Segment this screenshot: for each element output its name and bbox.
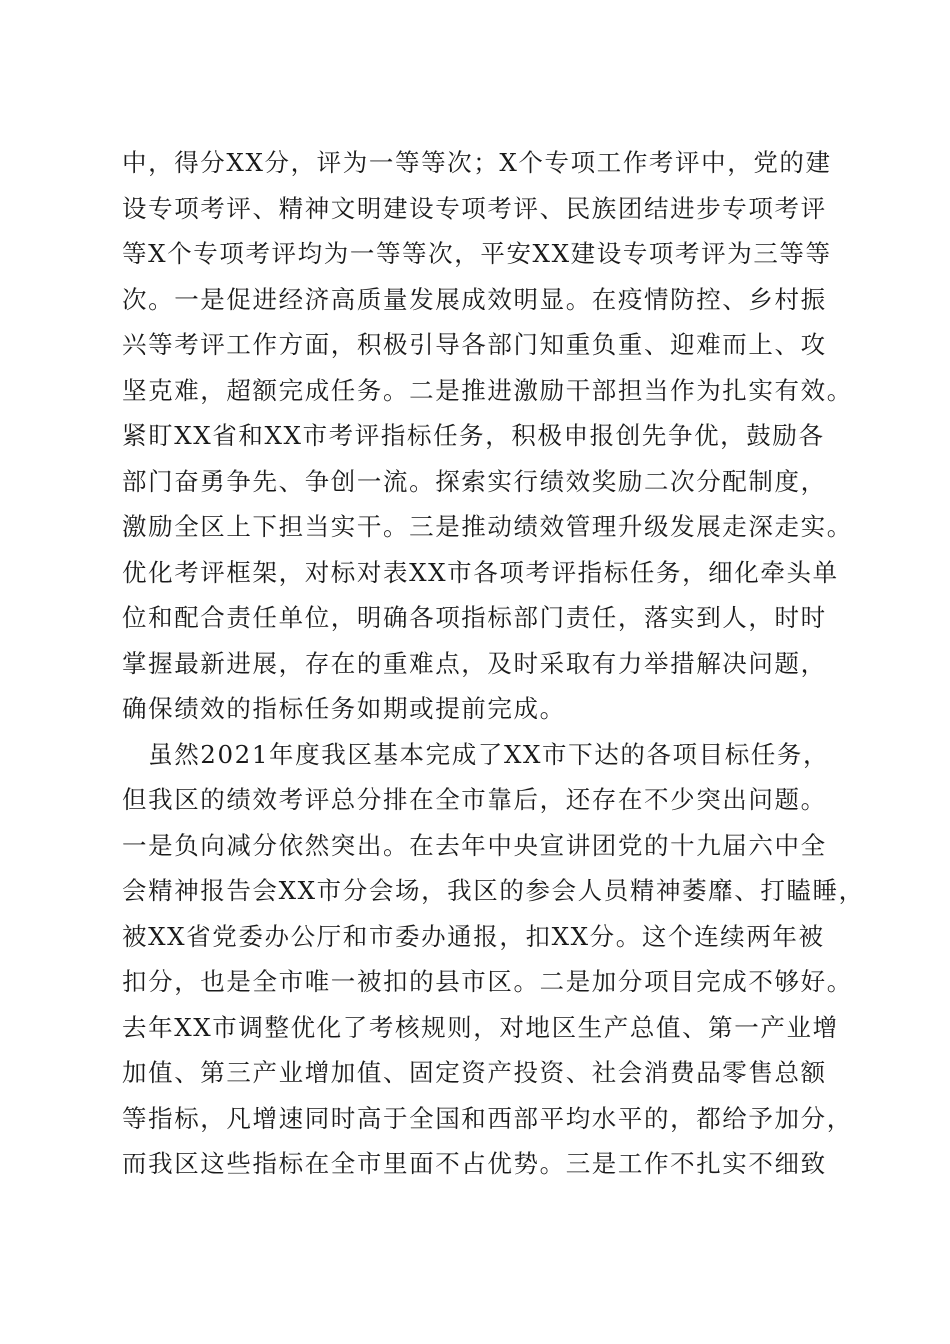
text-line: 次。一是促进经济高质量发展成效明显。在疫情防控、乡村振 (122, 284, 827, 314)
text-line: 位和配合责任单位，明确各项指标部门责任，落实到人，时时 (122, 603, 827, 632)
text-line: 等指标，凡增速同时高于全国和西部平均水平的，都给予加分， (122, 1103, 853, 1133)
text-line: 坚克难，超额完成任务。二是推进激励干部担当作为扎实有效。 (122, 375, 853, 405)
text-line: 确保绩效的指标任务如期或提前完成。 (122, 694, 566, 723)
text-line: 设专项考评、精神文明建设专项考评、民族团结进步专项考评 (122, 193, 827, 223)
text-line: 加值、第三产业增加值、固定资产投资、社会消费品零售总额 (122, 1058, 827, 1087)
text-line: 掌握最新进展，存在的重难点，及时采取有力举措解决问题， (122, 648, 827, 678)
text-line: 虽然2021年度我区基本完成了XX市下达的各项目标任务， (122, 739, 830, 769)
paragraph-2 (122, 732, 865, 1187)
document-body (122, 140, 865, 1187)
text-line: 激励全区上下担当实干。三是推动绩效管理升级发展走深走实。 (122, 512, 853, 541)
paragraph-1 (122, 140, 853, 732)
text-line: 优化考评框架，对标对表XX市各项考评指标任务，细化牵头单 (122, 557, 839, 587)
text-line: 而我区这些指标在全市里面不占优势。三是工作不扎实不细致 (122, 1149, 827, 1178)
text-line: 紧盯XX省和XX市考评指标任务，积极申报创先争优，鼓励各 (122, 421, 825, 450)
text-line: 去年XX市调整优化了考核规则，对地区生产总值、第一产业增 (122, 1012, 839, 1042)
text-line: 扣分，也是全市唯一被扣的县市区。二是加分项目完成不够好。 (122, 967, 853, 996)
text-line: 被XX省党委办公厅和市委办通报，扣XX分。这个连续两年被 (122, 921, 825, 951)
text-line: 中，得分XX分，评为一等等次；X个专项工作考评中，党的建 (122, 148, 832, 177)
text-line: 等X个专项考评均为一等等次，平安XX建设专项考评为三等等 (122, 239, 832, 268)
text-line: 但我区的绩效考评总分排在全市靠后，还存在不少突出问题。 (122, 785, 827, 814)
text-line: 一是负向减分依然突出。在去年中央宣讲团党的十九届六中全 (122, 830, 827, 860)
text-line: 兴等考评工作方面，积极引导各部门知重负重、迎难而上、攻 (122, 330, 827, 359)
text-line: 部门奋勇争先、争创一流。探索实行绩效奖励二次分配制度， (122, 466, 827, 496)
text-line: 会精神报告会XX市分会场，我区的参会人员精神萎靡、打瞌睡， (122, 876, 865, 905)
